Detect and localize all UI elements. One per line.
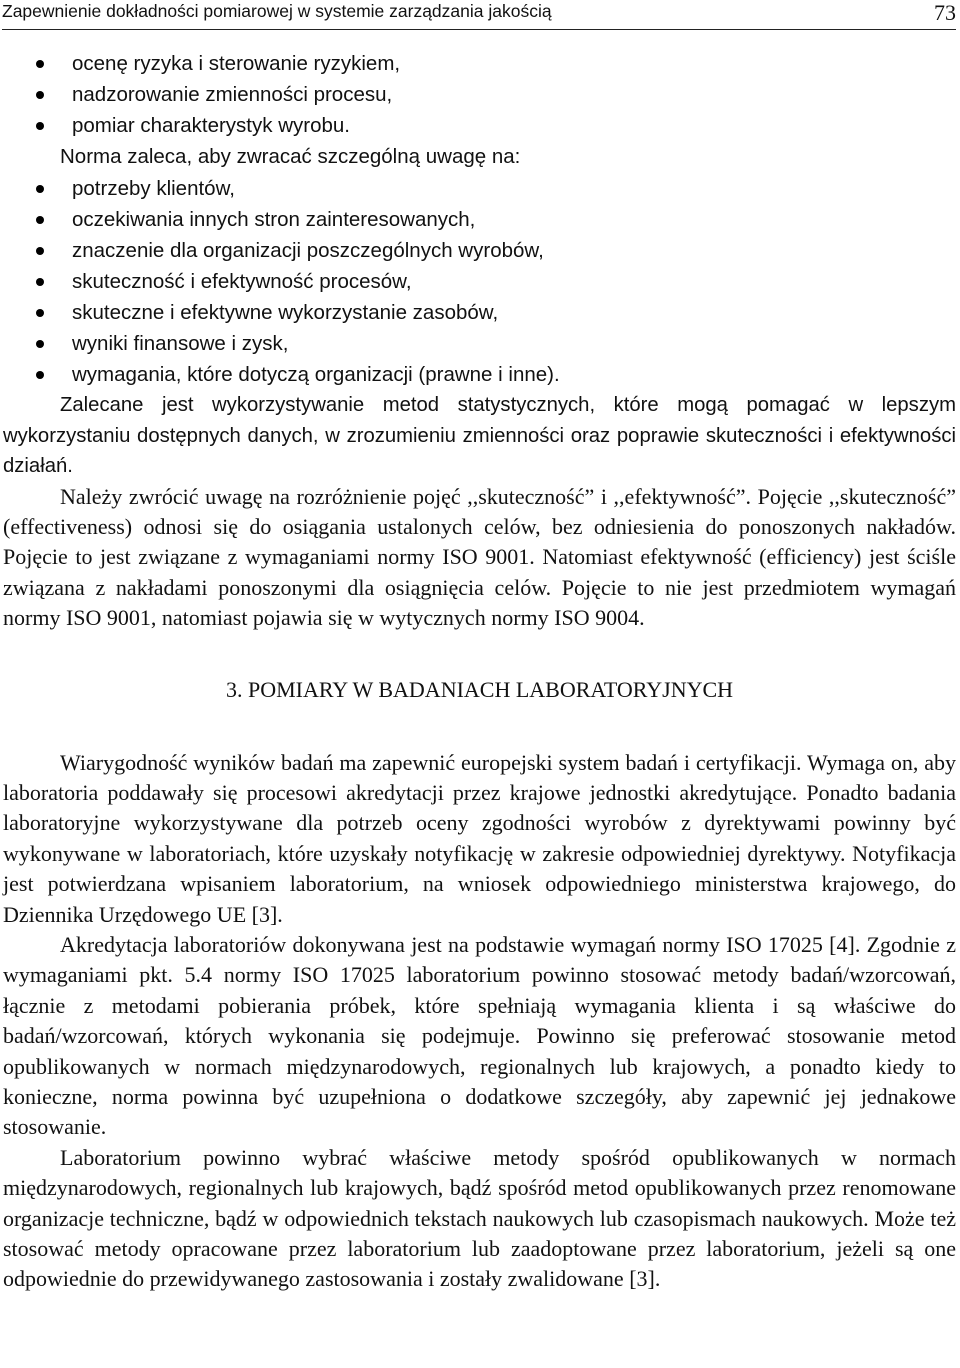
list-item: nadzorowanie zmienności procesu,: [3, 79, 956, 110]
list-item: oczekiwania innych stron zainteresowanych,: [3, 204, 956, 235]
list-item: wyniki finansowe i zysk,: [3, 328, 956, 359]
page-number: 73: [934, 0, 956, 25]
list-item: ocenę ryzyka i sterowanie ryzykiem,: [3, 48, 956, 79]
list-item: wymagania, które dotyczą organizacji (prawne i inne).: [3, 359, 956, 390]
list-item: znaczenie dla organizacji poszczególnych wyrobów,: [3, 235, 956, 266]
paragraph: Laboratorium powinno wybrać właściwe metody spośród opublikowanych w normach międzynarodowych, regionalnych lub krajowych, bądź spośród metod opublikowanych przez renomowane organizacje techniczne, bądź w odpowiednich tekstach naukowych lub czasopismach naukowych. Może też stosować metody opracowane przez laboratorium lub zaadoptowane przez laboratorium, jeżeli są one odpowiednie do przewidywanego zastosowania i zostały zwalidowane [3].: [3, 1144, 956, 1292]
page-header: [2, 0, 956, 30]
bullet-list-main: [3, 173, 956, 390]
page-body: [3, 48, 956, 1295]
paragraph: Akredytacja laboratoriów dokonywana jest na podstawie wymagań normy ISO 17025 [4]. Zgodnie z wymaganiami pkt. 5.4 normy ISO 17025 laboratorium powinno stosować metody badań/wzorcowań, łącznie z metodami pobierania próbek, które spełniają wymagania klienta i są właściwe do badań/wzorcowań, których wykonania się podejmuje. Powinno się preferować stosowanie metod opublikowanych w normach międzynarodowych, regionalnych lub krajowych, a ponadto kiedy to konieczne, norma powinna być uzupełniona o dodatkowe szczegóły, aby zapewnić jej jednakowe stosowanie.: [3, 931, 956, 1140]
list-item: pomiar charakterystyk wyrobu.: [3, 110, 956, 141]
paragraph: Należy zwrócić uwagę na rozróżnienie pojęć ,,skuteczność” i ,,efektywność”. Pojęcie ,,skuteczność” (effectiveness) odnosi się do osiągania ustalonych celów, bez odniesienia do ponoszonych nakładów. Pojęcie to jest związane z wymaganiami normy ISO 9001. Natomiast efektywność (efficiency) jest ściśle związana z nakładami ponoszonymi dla osiągnięcia celów. Pojęcie to nie jest przedmiotem wymagań normy ISO 9001, natomiast pojawia się w wytycznych normy ISO 9004.: [3, 483, 956, 631]
list-item: skuteczne i efektywne wykorzystanie zasobów,: [3, 297, 956, 328]
running-title: Zapewnienie dokładności pomiarowej w systemie zarządzania jakością: [2, 1, 552, 21]
bullet-list-top: [3, 48, 956, 141]
list-item: potrzeby klientów,: [3, 173, 956, 204]
paragraph: Zalecane jest wykorzystywanie metod statystycznych, które mogą pomagać w lepszym wykorzystaniu dostępnych danych, w zrozumieniu zmienności oraz poprawie skuteczności i efektywności działań.: [3, 394, 956, 477]
intro-line: Norma zaleca, aby zwracać szczególną uwagę na:: [60, 145, 521, 168]
section-heading: 3. POMIARY W BADANIACH LABORATORYJNYCH: [225, 676, 734, 702]
list-item: skuteczność i efektywność procesów,: [3, 266, 956, 297]
paragraph: Wiarygodność wyników badań ma zapewnić europejski system badań i certyfikacji. Wymaga on, aby laboratoria poddawały się procesowi akredytacji przez krajowe jednostki akredytujące. Ponadto badania laboratoryjne wykorzystywane dla potrzeb oceny zgodności wyrobów z dyrektywami powinny być wykonywane w laboratoriach, które uzyskały notyfikację w zakresie odpowiedniej dyrektywy. Notyfikacja jest potwierdzana wpisaniem laboratorium, na wniosek odpowiedniego ministerstwa krajowego, do Dziennika Urzędowego UE [3].: [3, 749, 956, 927]
